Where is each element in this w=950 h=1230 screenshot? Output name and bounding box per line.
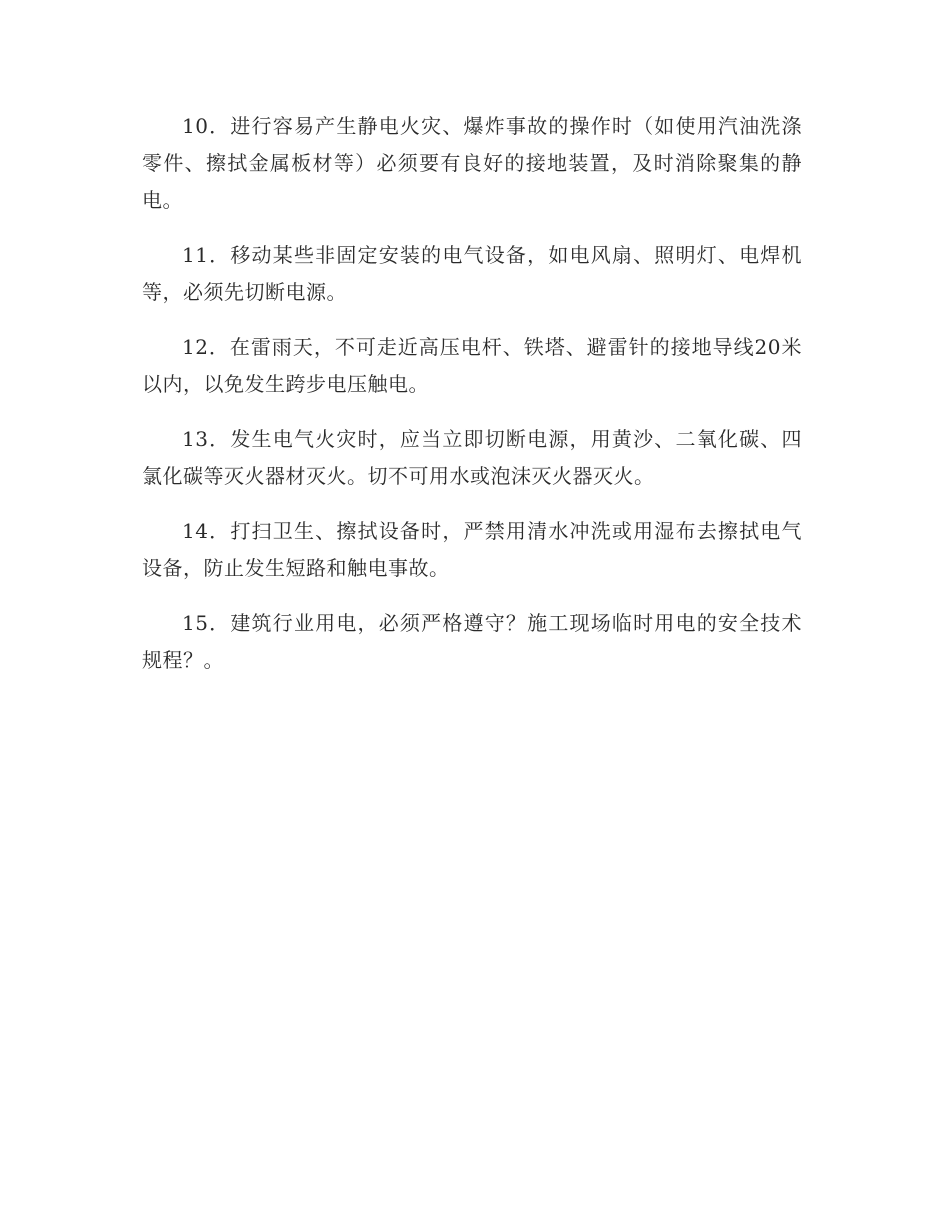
document-body bbox=[142, 108, 802, 697]
paragraph-item-13: 13．发生电气火灾时，应当立即切断电源，用黄沙、二氧化碳、四氯化碳等灭火器材灭火。切不可用水或泡沫灭火器灭火。 bbox=[142, 427, 802, 488]
paragraph-item-10: 10．进行容易产生静电火灾、爆炸事故的操作时（如使用汽油洗涤零件、擦拭金属板材等）必须要有良好的接地装置，及时消除聚集的静电。 bbox=[142, 114, 802, 212]
paragraph-item-15: 15．建筑行业用电，必须严格遵守？施工现场临时用电的安全技术规程？。 bbox=[142, 611, 802, 672]
paragraph-item-12: 12．在雷雨天，不可走近高压电杆、铁塔、避雷针的接地导线20米以内，以免发生跨步电压触电。 bbox=[142, 335, 802, 396]
paragraph-item-11: 11．移动某些非固定安装的电气设备，如电风扇、照明灯、电焊机等，必须先切断电源。 bbox=[142, 243, 802, 304]
paragraph-item-14: 14．打扫卫生、擦拭设备时，严禁用清水冲洗或用湿布去擦拭电气设备，防止发生短路和触电事故。 bbox=[142, 519, 802, 580]
